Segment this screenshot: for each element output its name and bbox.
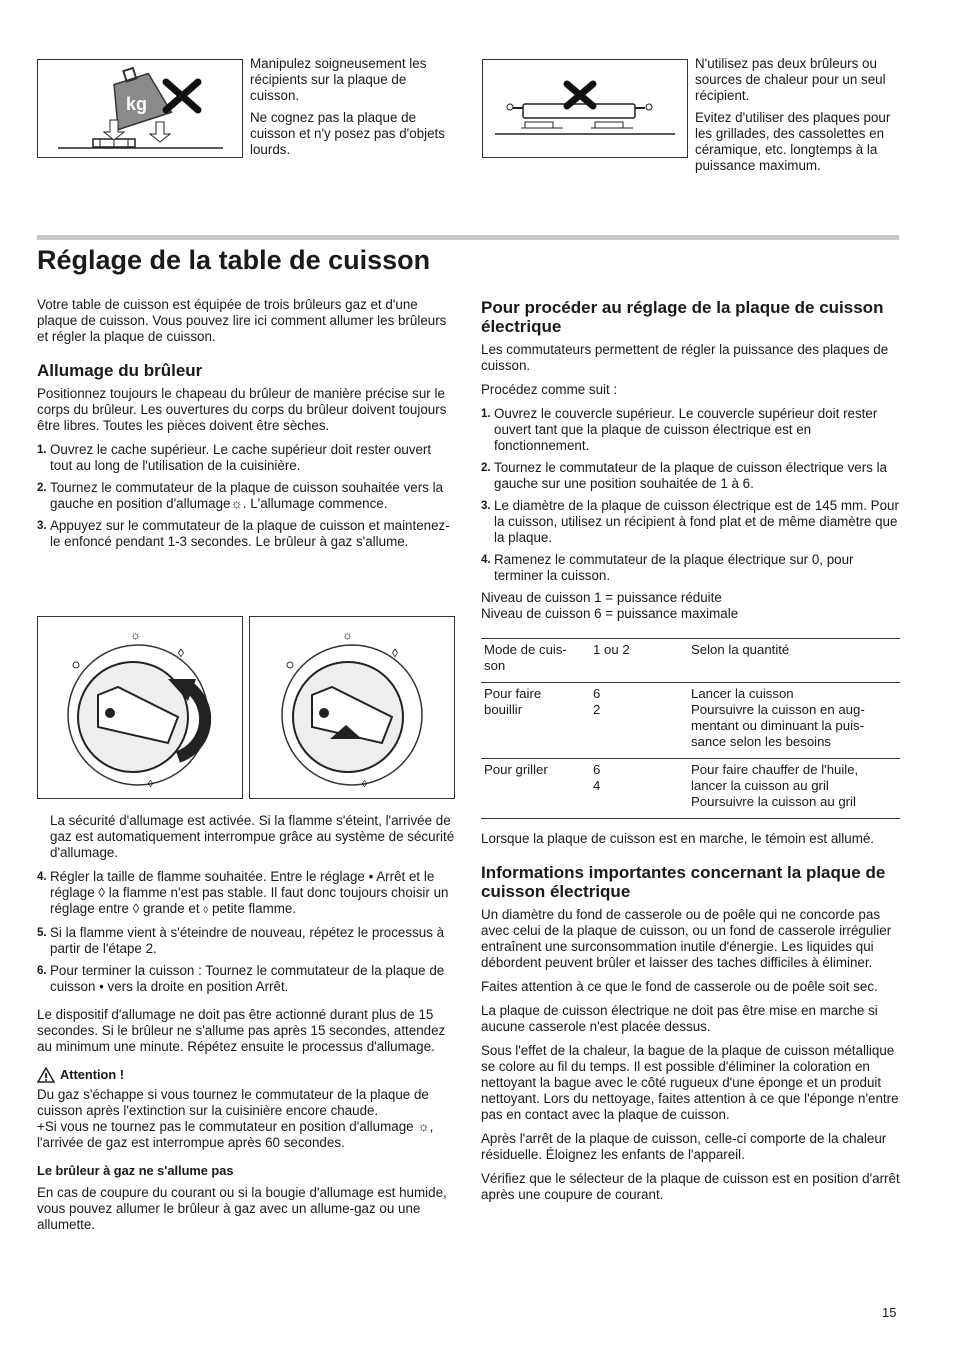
info-paragraph: La plaque de cuisson électrique ne doit pas être mise en marche si aucune casserole n'est placée dessus. (481, 1003, 878, 1034)
cell-text: Lancer la cuisson (691, 686, 794, 701)
niveau-lines: Niveau de cuisson 1 = puissance réduite Niveau de cuisson 6 = puissance maximale (481, 590, 739, 621)
temoin-paragraph: Lorsque la plaque de cuisson est en marche, le témoin est allumé. (481, 831, 875, 846)
cell-text: 1 ou 2 (593, 642, 630, 657)
allumage-intro: Positionnez toujours le chapeau du brûleur de manière précise sur le corps du brûleur. Les ouvertures du corps du brûleur doivent toujours être libres. Toutes les pièces doivent être sèches. (37, 386, 447, 433)
cell-text: Poursuivre la cuisson en aug- (691, 702, 865, 717)
info-paragraph: Vérifiez que le sélecteur de la plaque de cuisson est en position d'arrêt après une coupure de courant. (481, 1171, 900, 1202)
cell-text: Pour faire chauffer de l'huile, (691, 762, 859, 777)
ignition-icon: ☼ (342, 628, 353, 642)
info-paragraph: Sous l'effet de la chaleur, la bague de la plaque de cuisson métallique se colore au fil du temps. Il est possible d'éliminer la coloration en nettoyant la bague avec le côté rugueux d'une éponge et un produit nettoyant. Lors du nettoyage, faites attention à ce que l'éponge n'entre pas en contact avec la plaque de cuisson. (481, 1043, 899, 1122)
list-item: 3. Le diamètre de la plaque de cuisson électrique est de 145 mm. Pour la cuisson, utilisez un récipient à fond plat et de même diamètre que la plaque. (481, 498, 899, 545)
knob-press-figure (249, 616, 455, 799)
cell-text: 4 (593, 778, 601, 793)
cell-text: Poursuivre la cuisson au gril (691, 794, 856, 809)
list-item: 5. Si la flamme vient à s'éteindre de nouveau, répétez le processus à partir de l'étape 2. (37, 925, 445, 956)
steps-list-1 (37, 442, 455, 550)
cell-text: sance selon les besoins (691, 734, 832, 749)
cell-text: lancer la cuisson au gril (691, 778, 829, 793)
cell-text: son (484, 658, 506, 673)
table-row (481, 683, 900, 759)
table-cell (688, 759, 900, 819)
bruleur-heading: Le brûleur à gaz ne s'allume pas (37, 1163, 234, 1178)
table-cell (590, 683, 688, 759)
dispositif-paragraph: Le dispositif d'allumage ne doit pas être actionné durant plus de 15 secondes. Si le brûleur ne s'allume pas après 15 secondes, attendez au minimum une minute. Répétez ensuite le processus d'allumage. (37, 1007, 446, 1054)
cell-text: Pour faire (484, 686, 542, 701)
cooking-table (481, 638, 900, 819)
electric-p1: Les commutateurs permettent de régler la puissance des plaques de cuisson. (481, 342, 889, 373)
heavy-object-icon (38, 60, 242, 157)
left-column-lower (37, 813, 455, 1241)
list-item: 1. Ouvrez le cache supérieur. Le cache supérieur doit rester ouvert tout au long de l'utilisation de la cuisinière. (37, 442, 432, 473)
small-flame-icon: ◊ (203, 905, 209, 916)
knob-turn-figure (37, 616, 243, 799)
knob-press-icon (250, 617, 454, 798)
section-rule (37, 235, 899, 240)
table-cell (688, 683, 900, 759)
allumage-heading: Allumage du brûleur (37, 361, 203, 380)
large-flame-icon: ◊ (98, 885, 106, 900)
list-item: 4. Ramenez le commutateur de la plaque électrique sur 0, pour terminer la cuisson. (481, 552, 854, 583)
kg-label: kg (126, 94, 148, 114)
top-right-text (695, 56, 900, 180)
list-item: 3. Appuyez sur le commutateur de la plaque de cuisson et maintenez-le enfoncé pendant 1-3 secondes. Le brûleur à gaz s'allume. (37, 518, 450, 549)
cell-text: 6 (593, 686, 601, 701)
list-item: 6. Pour terminer la cuisson : Tournez le commutateur de la plaque de cuisson • vers la droite en position Arrêt. (37, 963, 445, 994)
cell-text: 2 (593, 702, 601, 717)
ignition-icon: ☼ (130, 628, 141, 642)
attention-text: Du gaz s'échappe si vous tournez le commutateur de la plaque de cuisson après l'extinction sur la cuisinière encore chaude. (37, 1087, 429, 1118)
two-burners-icon (483, 60, 687, 157)
top-left-text-2: Ne cognez pas la plaque de cuisson et n'y posez pas d'objets lourds. (250, 110, 445, 157)
table-cell (590, 759, 688, 819)
cell-text: mentant ou diminuant la puis- (691, 718, 865, 733)
two-burners-figure (482, 59, 688, 158)
list-item: 2. Tournez le commutateur de la plaque de cuisson souhaitée vers la gauche en position d'allumage☼. L'allumage commence. (37, 480, 444, 511)
list-item: 4. Régler la taille de flamme souhaitée. Entre le réglage • Arrêt et le réglage ◊ la flamme n'est pas stable. Il faut donc toujours choisir un réglage entre ◊ grande et ◊ petite flamme. (37, 869, 449, 916)
table-row (481, 639, 900, 683)
top-left-text-1: Manipulez soigneusement les récipients sur la plaque de cuisson. (250, 56, 427, 103)
top-right-text-2: Evitez d'utiliser des plaques pour les grillades, des cassolettes en céramique, etc. longtemps à la puissance maximum. (695, 110, 891, 173)
large-flame-icon: ◊ (178, 646, 184, 660)
ignition-icon: ☼ (230, 496, 243, 511)
cell-text: bouillir (484, 702, 523, 717)
large-flame-icon: ◊ (132, 901, 140, 916)
electric-heading: Pour procéder au réglage de la plaque de cuisson électrique (481, 298, 884, 336)
attention-title: Attention ! (37, 1067, 455, 1083)
cell-text: 6 (593, 762, 601, 777)
ignition-icon: ☼ (417, 1119, 430, 1134)
securite-paragraph: La sécurité d'allumage est activée. Si la flamme s'éteint, l'arrivée de gaz est automatiquement interrompue grâce au système de sécurité d'allumage. (50, 813, 455, 860)
table-cell (481, 639, 590, 683)
small-flame-icon: ◊ (148, 779, 153, 790)
table-cell (481, 759, 590, 819)
list-item: 2. Tournez le commutateur de la plaque de cuisson électrique vers la gauche sur une position souhaitée de 1 à 6. (481, 460, 888, 491)
info-heading: Informations importantes concernant la plaque de cuisson électrique (481, 863, 886, 901)
bruleur-text: En cas de coupure du courant ou si la bougie d'allumage est humide, vous pouvez allumer le brûleur à gaz avec un allume-gaz ou une allumette. (37, 1185, 447, 1232)
info-paragraph: Un diamètre du fond de casserole ou de poêle qui ne concorde pas avec celui de la plaque de cuisson, ou un fond de casserole irrégulier entraînent une surconsommation inutile d'énergie. Les liquides qui débordent peuvent brûler et laisser des taches difficiles à éliminer. (481, 907, 892, 970)
table-cell (688, 639, 900, 683)
cell-text: Mode de cuis- (484, 642, 567, 657)
info-paragraph: Après l'arrêt de la plaque de cuisson, celle-ci comporte de la chaleur résiduelle. Éloignez les enfants de l'appareil. (481, 1131, 887, 1162)
electric-steps (481, 406, 900, 584)
electric-p2: Procédez comme suit : (481, 382, 618, 397)
top-right-text-1: N'utilisez pas deux brûleurs ou sources de chaleur pour un seul récipient. (695, 56, 886, 103)
top-left-text (250, 56, 455, 164)
right-column (481, 298, 900, 1211)
left-column (37, 297, 455, 556)
list-item: 1. Ouvrez le couvercle supérieur. Le couvercle supérieur doit rester ouvert tant que la plaque de cuisson électrique est en fonctionnement. (481, 406, 878, 453)
knob-rotate-icon (38, 617, 242, 798)
steps-list-2 (37, 869, 455, 995)
large-flame-icon: ◊ (392, 646, 398, 660)
table-cell (590, 639, 688, 683)
info-paragraph: Faites attention à ce que le fond de casserole ou de poêle soit sec. (481, 979, 878, 994)
warning-icon (37, 1067, 55, 1083)
heavy-object-figure (37, 59, 243, 158)
cell-text: Pour griller (484, 762, 548, 777)
page-title: Réglage de la table de cuisson (37, 245, 431, 275)
page-number: 15 (882, 1305, 897, 1320)
table-cell (481, 683, 590, 759)
cell-text: Selon la quantité (691, 642, 790, 657)
attention-text-2: +Si vous ne tournez pas le commutateur en position d'allumage ☼, l'arrivée de gaz est interrompue après 60 secondes. (37, 1119, 434, 1150)
intro-paragraph: Votre table de cuisson est équipée de trois brûleurs gaz et d'une plaque de cuisson. Vous pouvez lire ici comment allumer les brûleurs et régler la plaque de cuisson. (37, 297, 447, 344)
table-row (481, 759, 900, 819)
small-flame-icon: ◊ (362, 779, 367, 790)
